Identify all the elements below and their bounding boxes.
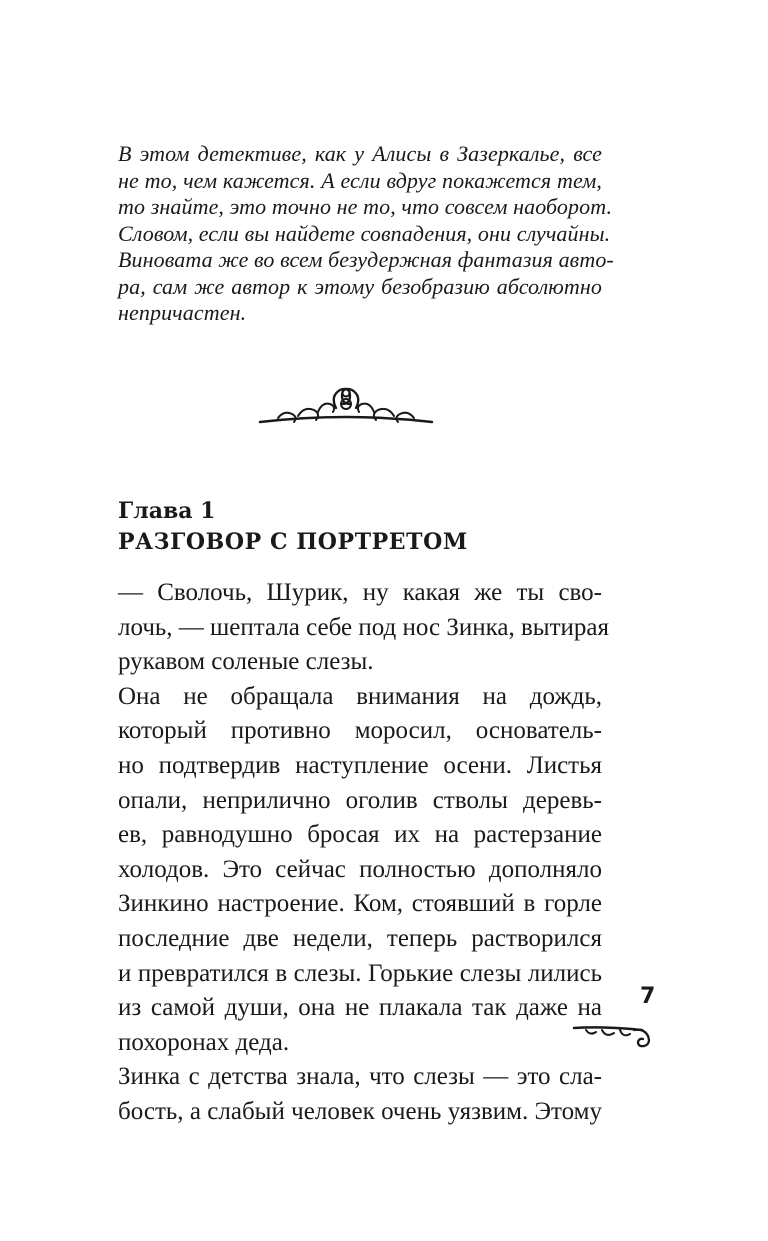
epigraph-line: не то, чем кажется. А если вдруг покажется тем,: [118, 167, 602, 193]
footer-flourish-icon: [572, 1020, 664, 1050]
body-line: Она не обращала внимания на дождь,: [118, 682, 602, 710]
epigraph-line: Виновата же во всем безудержная фантазия авто-: [118, 247, 614, 272]
page-number: 7: [640, 984, 656, 1009]
chapter-heading: [118, 496, 602, 558]
epigraph-line: ра, сам же автор к этому безобразию абсолютно: [118, 273, 602, 299]
body-line: ев, равнодушно бросая их на растерзание: [118, 821, 602, 849]
body-line: похоронах деда.: [118, 1028, 290, 1056]
body-line: рукавом соленые слезы.: [118, 648, 374, 676]
body-line: и превратился в слезы. Горькие слезы лились: [118, 959, 602, 987]
body-line: холодов. Это сейчас полностью дополняло: [118, 855, 602, 883]
body-line: но подтвердив наступление осени. Листья: [118, 751, 602, 779]
body-line: последние две недели, теперь растворился: [118, 924, 602, 952]
epigraph-line: Словом, если вы найдете совпадения, они случайны.: [118, 220, 611, 246]
epigraph-line: В этом детективе, как у Алисы в Зазеркалье, все: [118, 141, 602, 166]
body-line: — Сволочь, Шурик, ну какая же ты сво-: [118, 579, 602, 606]
chapter-title: РАЗГОВОР С ПОРТРЕТОМ: [118, 529, 468, 555]
body-line: который противно моросил, основатель-: [118, 717, 602, 745]
chapter-number: Глава 1: [118, 498, 216, 524]
body-line: Зинкино настроение. Ком, стоявший в горле: [118, 890, 602, 918]
body-line: лочь, — шептала себе под нос Зинка, вытирая: [118, 613, 610, 641]
body-line: Зинка с детства знала, что слезы — это сла-: [118, 1063, 602, 1091]
body-line: бость, а слабый человек очень уязвим. Этому: [118, 1097, 602, 1125]
chapter-body: [118, 576, 610, 1130]
body-line: из самой души, она не плакала так даже на: [118, 994, 602, 1022]
divider-ornament-icon: [258, 382, 434, 428]
epigraph: [118, 141, 614, 327]
epigraph-line: то знайте, это точно не то, что совсем наоборот.: [118, 194, 613, 219]
epigraph-line: непричастен.: [118, 300, 247, 325]
body-line: опали, неприлично оголив стволы деревь-: [118, 786, 602, 814]
